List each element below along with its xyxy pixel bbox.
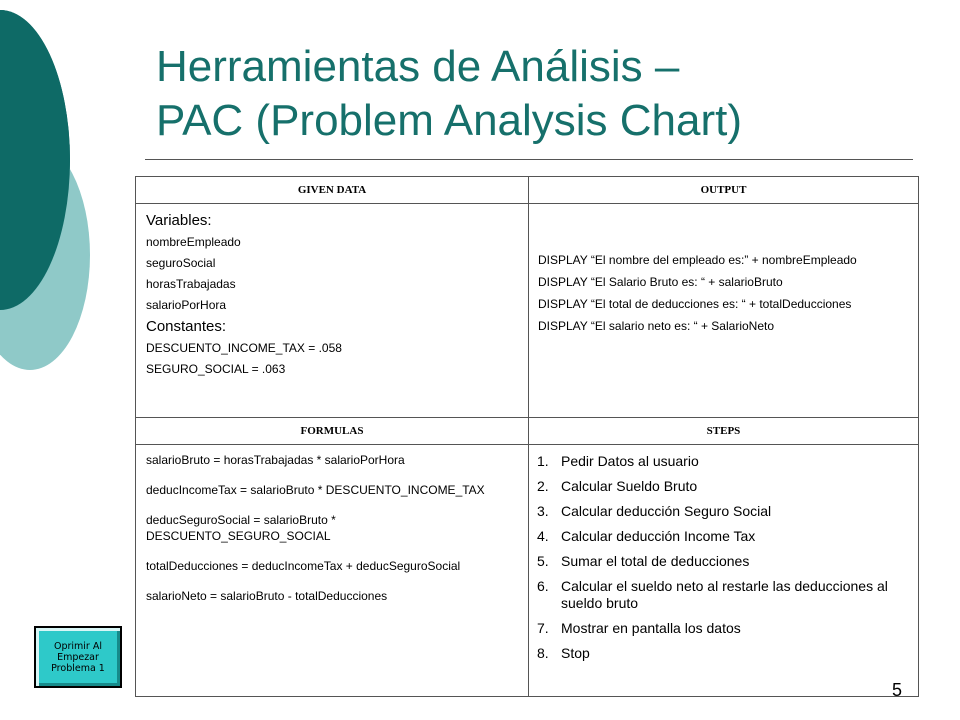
step-text: Mostrar en pantalla los datos — [561, 620, 741, 636]
header-steps: STEPS — [529, 418, 919, 445]
title-divider — [145, 159, 913, 160]
step-text: Sumar el total de deducciones — [561, 553, 750, 569]
constants-label: Constantes: — [146, 318, 227, 335]
step-number: 1. — [537, 453, 549, 469]
step-number: 5. — [537, 553, 549, 569]
start-problem-button[interactable] — [34, 626, 122, 688]
output-line: DISPLAY “El total de deducciones es: “ + totalDeducciones — [538, 297, 852, 311]
constant-item: DESCUENTO_INCOME_TAX = .058 — [146, 341, 342, 355]
formula-line: salarioBruto = horasTrabajadas * salarioPorHora — [146, 453, 405, 467]
step-number: 4. — [537, 528, 549, 544]
output-line: DISPLAY “El nombre del empleado es:” + nombreEmpleado — [538, 253, 857, 267]
slide-title — [156, 40, 916, 148]
variable-item: seguroSocial — [146, 256, 216, 270]
step-number: 8. — [537, 645, 549, 661]
variable-item: nombreEmpleado — [146, 235, 241, 249]
step-number: 6. — [537, 578, 549, 594]
header-formulas: FORMULAS — [136, 418, 529, 445]
step-text: Calcular el sueldo neto al restarle las deducciones al sueldo bruto — [561, 578, 888, 611]
variable-item: salarioPorHora — [146, 298, 227, 312]
steps-list — [537, 453, 910, 662]
step-item — [537, 478, 910, 495]
step-item — [537, 620, 910, 637]
formula-line: deducIncomeTax = salarioBruto * DESCUENTO_INCOME_TAX — [146, 483, 485, 497]
step-item — [537, 453, 910, 470]
header-output: OUTPUT — [529, 177, 919, 204]
step-number: 2. — [537, 478, 549, 494]
formula-line: totalDeducciones = deducIncomeTax + deducSeguroSocial — [146, 559, 461, 573]
start-problem-button-label: Oprimir Al Empezar Problema 1 — [51, 640, 105, 674]
output-line: DISPLAY “El salario neto es: “ + SalarioNeto — [538, 319, 775, 333]
header-given-data: GIVEN DATA — [136, 177, 529, 204]
formulas-cell — [136, 445, 529, 697]
step-item — [537, 503, 910, 520]
step-text: Calcular deducción Income Tax — [561, 528, 756, 544]
step-text: Calcular Sueldo Bruto — [561, 478, 698, 494]
pac-table — [135, 176, 919, 697]
variables-label: Variables: — [146, 212, 212, 229]
page-number: 5 — [892, 680, 903, 700]
steps-cell — [529, 445, 919, 697]
step-item — [537, 645, 910, 662]
formula-line: salarioNeto = salarioBruto - totalDeducciones — [146, 589, 388, 603]
output-line: DISPLAY “El Salario Bruto es: “ + salarioBruto — [538, 275, 783, 289]
step-item — [537, 553, 910, 570]
title-line-2: PAC (Problem Analysis Chart) — [156, 96, 743, 145]
step-text: Stop — [561, 645, 590, 661]
step-item — [537, 578, 910, 612]
output-cell — [529, 204, 919, 418]
step-text: Calcular deducción Seguro Social — [561, 503, 772, 519]
step-number: 3. — [537, 503, 549, 519]
step-number: 7. — [537, 620, 549, 636]
variable-item: horasTrabajadas — [146, 277, 236, 291]
given-data-cell — [136, 204, 529, 418]
title-line-1: Herramientas de Análisis – — [156, 42, 680, 91]
step-item — [537, 528, 910, 545]
constant-item: SEGURO_SOCIAL = .063 — [146, 362, 286, 376]
step-text: Pedir Datos al usuario — [561, 453, 699, 469]
formula-line: deducSeguroSocial = salarioBruto * DESCUENTO_SEGURO_SOCIAL — [146, 513, 336, 543]
